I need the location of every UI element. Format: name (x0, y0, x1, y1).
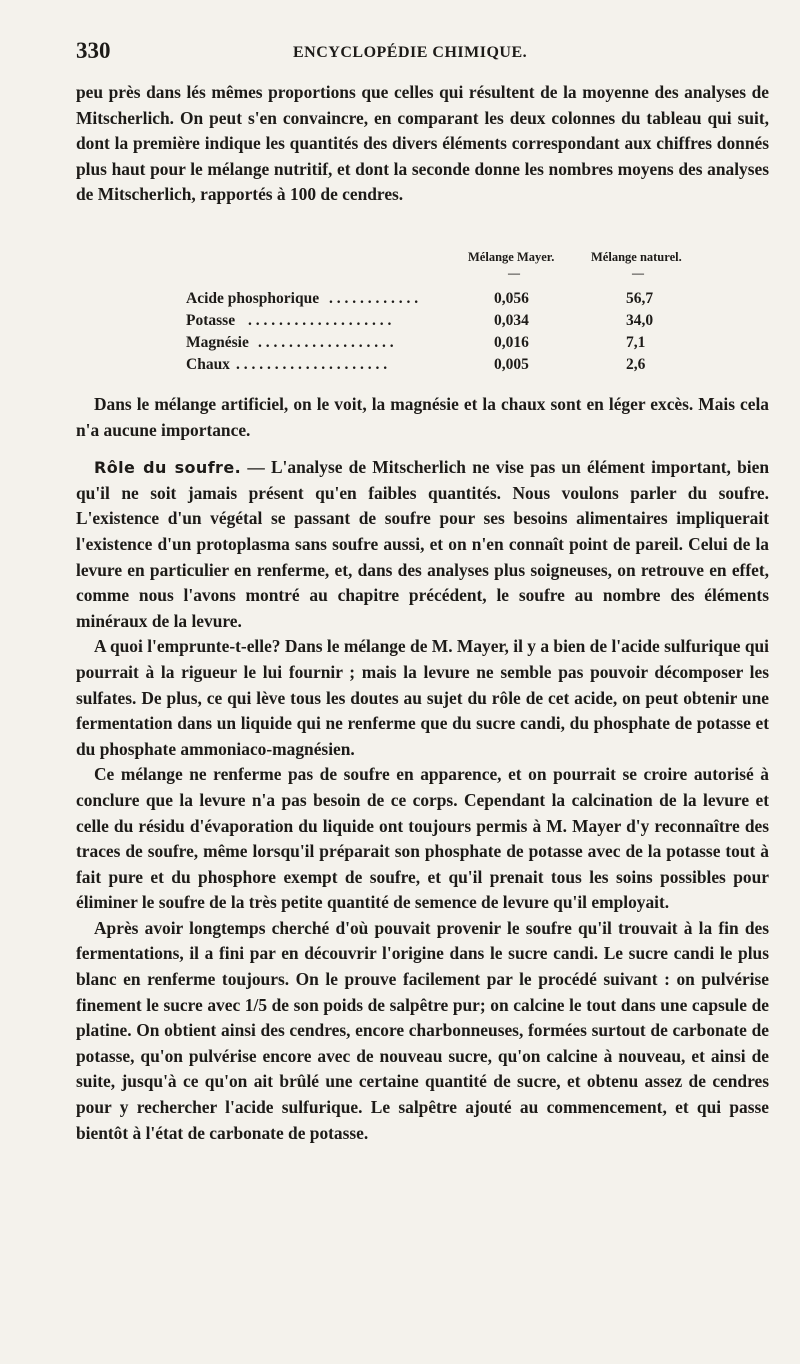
page-header (76, 38, 766, 70)
paragraph-question: A quoi l'emprunte-t-elle? Dans le mélange de M. Mayer, il y a bien de l'acide sulfurique qui pourrait à la rigueur le lui fournir ; mais la levure ne semble pas pouvoir décomposer les sulfates. De plus, ce qui lève tous les doutes au sujet du rôle de cet acide, on peut obtenir une fermentation dans un liquide qui ne renferme que du sucre candi, du phosphate de potasse et du phosphate ammoniaco-magnésien. (76, 636, 769, 759)
body-block (76, 392, 769, 1146)
table-row (186, 312, 666, 334)
row-natural-value: 7,1 (626, 334, 646, 351)
intro-block (76, 80, 769, 208)
table-row (186, 334, 666, 356)
paragraph-excess: Dans le mélange artificiel, on le voit, la magnésie et la chaux sont en léger excès. Mais cela n'a aucune importance. (76, 394, 769, 440)
running-title: ENCYCLOPÉDIE CHIMIQUE. (293, 44, 528, 61)
row-natural-value: 56,7 (626, 290, 654, 307)
row-label: Magnésie (186, 334, 249, 351)
intro-paragraph: peu près dans lés mêmes proportions que celles qui résultent de la moyenne des analyses de Mitscherlich. On peut s'en convaincre, en comparant les deux colonnes du tableau qui suit, dont la première indique les quantités des divers éléments correspondant aux chiffres donnés plus haut pour le mélange nutritif, et dont la seconde donne les nombres moyens des analyses de Mitscherlich, rapportés à 100 de cendres. (76, 82, 769, 205)
row-natural-value: 34,0 (626, 312, 654, 329)
table-row (186, 356, 666, 378)
sulfur-text: — L'analyse de Mitscherlich ne vise pas un élément important, bien qu'il ne soit jamais présent qu'en faibles quantités. Nous voulons parler du soufre. L'existence d'un végétal se passant de soufre pour ses besoins alimentaires impliquerait l'existence d'un protoplasma sans soufre aussi, et on n'en connaît point de pareil. Celui de la levure en particulier en renferme, et, dans des analyses plus soigneuses, on retrouve en effet, comme nous l'avons montré au chapitre précédent, le soufre au nombre des éléments minéraux de la levure. (76, 457, 770, 631)
section-heading-sulfur: Rôle du soufre. (94, 458, 242, 478)
col-dash-mayer: — (508, 266, 520, 280)
row-leader-dots: . . . . . . . . . . . . . . . . . . . . (236, 356, 388, 373)
paragraph-sulfur (76, 455, 769, 634)
row-label: Acide phosphorique (186, 290, 320, 307)
row-leader-dots: . . . . . . . . . . . . (329, 290, 419, 307)
col-header-mayer: Mélange Mayer. (468, 250, 555, 264)
row-label: Chaux (186, 356, 230, 373)
row-mayer-value: 0,034 (494, 312, 529, 329)
row-mayer-value: 0,016 (494, 334, 529, 351)
page-number: 330 (76, 38, 111, 63)
paragraph-mixture: Ce mélange ne renferme pas de soufre en apparence, et on pourrait se croire autorisé à conclure que la levure n'a pas besoin de ce corps. Cependant la calcination de la levure et celle du résidu d'évaporation du liquide ont toujours permis à M. Mayer d'y reconnaître des traces de soufre, même lorsqu'il préparait son phosphate de potasse avec de la potasse tout à fait pure et du phosphore exempt de soufre, et qu'il prenait tous les soins possibles pour éliminer le soufre de la très petite quantité de semence de levure qu'il employait. (76, 764, 769, 913)
row-mayer-value: 0,005 (494, 356, 529, 373)
row-mayer-value: 0,056 (494, 290, 529, 307)
row-natural-value: 2,6 (626, 356, 646, 373)
paragraph-origin: Après avoir longtemps cherché d'où pouvait provenir le soufre qu'il trouvait à la fin des fermentations, il a fini par en découvrir l'origine dans le sucre candi. Le sucre candi le plus blanc en renferme toujours. On le prouve facilement par le procédé suivant : on pulvérise finement le sucre avec 1/5 de son poids de salpêtre pur; on calcine le tout dans une capsule de platine. On obtient ainsi des cendres, encore charbonneuses, formées surtout de carbonate de potasse, qu'on pulvérise encore avec de nouveau sucre, qu'on calcine à nouveau, et ainsi de suite, jusqu'à ce qu'on ait brûlé une certaine quantité de sucre, et obtenu assez de cendres pour y rechercher l'acide sulfurique. Le salpêtre ajouté au commencement, et qui passe bientôt à l'état de carbonate de potasse. (76, 917, 769, 1143)
row-leader-dots: . . . . . . . . . . . . . . . . . . . (248, 312, 392, 329)
col-header-natural: Mélange naturel. (591, 250, 682, 264)
col-dash-natural: — (632, 266, 644, 280)
table-row (186, 290, 666, 312)
row-leader-dots: . . . . . . . . . . . . . . . . . . (258, 334, 394, 351)
row-label: Potasse (186, 312, 236, 329)
